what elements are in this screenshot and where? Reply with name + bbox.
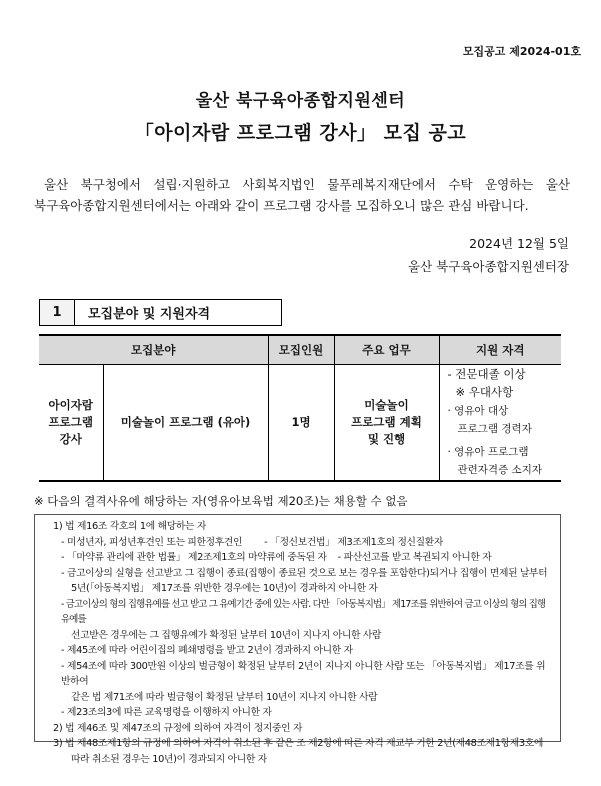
qualification-cell (439, 365, 561, 482)
reason-item-cont: 따라 취소된 경우는 10년)이 경과되지 아니한 자 (71, 753, 267, 765)
reason-subitem-cont: 5년(「아동복지법」 제17조를 위반한 경우에는 10년)이 경과하지 아니한 자 (71, 583, 378, 594)
qualification-item: 관련자격증 소지자 (457, 464, 542, 476)
category-line: 아이자람 (48, 398, 93, 412)
intro-paragraph: 울산 북구청에서 설립·지원하고 사회복지법인 물푸레복지재단에서 수탁 운영하는 울산 북구육아종합지원센터에서는 아래와 같이 프로그램 강사를 모집하오니 많은 관심 바랍니다. (34, 177, 570, 213)
duty-line: 프로그램 계획 (351, 415, 422, 429)
header-qualification: 지원 자격 (439, 335, 561, 365)
qualification-item: · 영유아 프로그램 (447, 446, 529, 458)
reason-subitem: - 미성년자, 피성년후견인 또는 피한정후견인 - 「정신보건법」 제3조제1호의 정신질환자 (61, 536, 444, 548)
section-title: 모집분야 및 지원자격 (88, 307, 211, 322)
notice-number: 모집공고 제2024-01호 (462, 45, 581, 58)
section-header (39, 299, 282, 326)
recruitment-table (39, 334, 561, 482)
program-cell: 미술놀이 프로그램 (유아) (103, 365, 268, 482)
reason-item: 2) 법 제46조 및 제47조의 규정에 의하여 자격이 정지중인 자 (53, 722, 303, 734)
section-number: 1 (40, 300, 75, 325)
duty-line: 및 진행 (367, 432, 406, 446)
notice-date: 2024년 12월 5일 (469, 236, 569, 251)
header-duty: 주요 업무 (334, 335, 439, 365)
reason-subitem-cont: 선고받은 경우에는 그 집행유예가 확정된 날부터 10년이 지나지 아니한 사람 (71, 629, 382, 641)
reason-subitem: - 제54조에 따라 300만원 이상의 벌금형이 확정된 날부터 2년이 지나지 아니한 사람 또는 「아동복지법」 제17조를 위반하여 (61, 660, 546, 687)
reason-subitem: - 「마약류 관리에 관한 법률」 제2조제1호의 마약류에 중독된 자 - 파산선고를 받고 복권되지 아니한 자 (61, 552, 492, 563)
reason-item: 1) 법 제16조 각호의 1에 해당하는 자 (53, 521, 206, 532)
category-line: 강사 (59, 432, 82, 446)
duty-cell (334, 365, 439, 482)
qualification-item: · 영유아 대상 (447, 405, 509, 417)
qualification-item: ※ 우대사항 (455, 385, 514, 399)
qualification-item: 프로그램 경력자 (457, 423, 532, 435)
reason-subitem: - 금고이상의 실형을 선고받고 그 집행이 종료(집행이 종료된 것으로 보는 경우를 포함한다)되거나 집행이 면제된 날부터 (61, 567, 548, 579)
disqualification-note: ※ 다음의 결격사유에 해당하는 자(영유아보육법 제20조)는 채용할 수 없음 (34, 494, 408, 508)
category-line: 프로그램 (48, 415, 93, 429)
reason-subitem: - 금고이상의 형의 집행유예를 선고 받고 그 유예기간 중에 있는 사람. 다만 「아동복지법」 제17조를 위반하여 금고 이상의 형의 집행유예를 (61, 598, 546, 625)
issuer: 울산 북구육아종합지원센터장 (408, 259, 569, 274)
table-header-row (39, 335, 561, 365)
duty-line: 미술놀이 (364, 398, 409, 412)
reason-subitem: - 제45조에 따라 어린이집의 폐쇄명령을 받고 2년이 경과하지 아니한 자 (61, 645, 353, 656)
category-cell (39, 365, 103, 482)
reason-item: 3) 법 제48조제1항의 규정에 의하여 자격이 취소된 후 같은 조 제2항에 따른 자격 재교부 기한 2년(제48조제1항제3호에 (53, 738, 544, 749)
reason-subitem: - 제23조의3에 따른 교육명령을 이행하지 아니한 자 (61, 707, 272, 718)
table-row (39, 365, 561, 482)
reason-subitem-cont: 같은 법 제71조에 따라 벌금형이 확정된 날부터 10년이 지나지 아니한 사람 (71, 691, 378, 703)
header-field: 모집분야 (39, 335, 268, 365)
main-title: 「아이자람 프로그램 강사」 모집 공고 (134, 122, 467, 144)
count-cell: 1명 (268, 365, 334, 482)
disqualification-box (34, 514, 561, 765)
header-count: 모집인원 (268, 335, 334, 365)
qualification-item: - 전문대졸 이상 (447, 367, 526, 381)
org-title: 울산 북구육아종합지원센터 (195, 91, 406, 111)
